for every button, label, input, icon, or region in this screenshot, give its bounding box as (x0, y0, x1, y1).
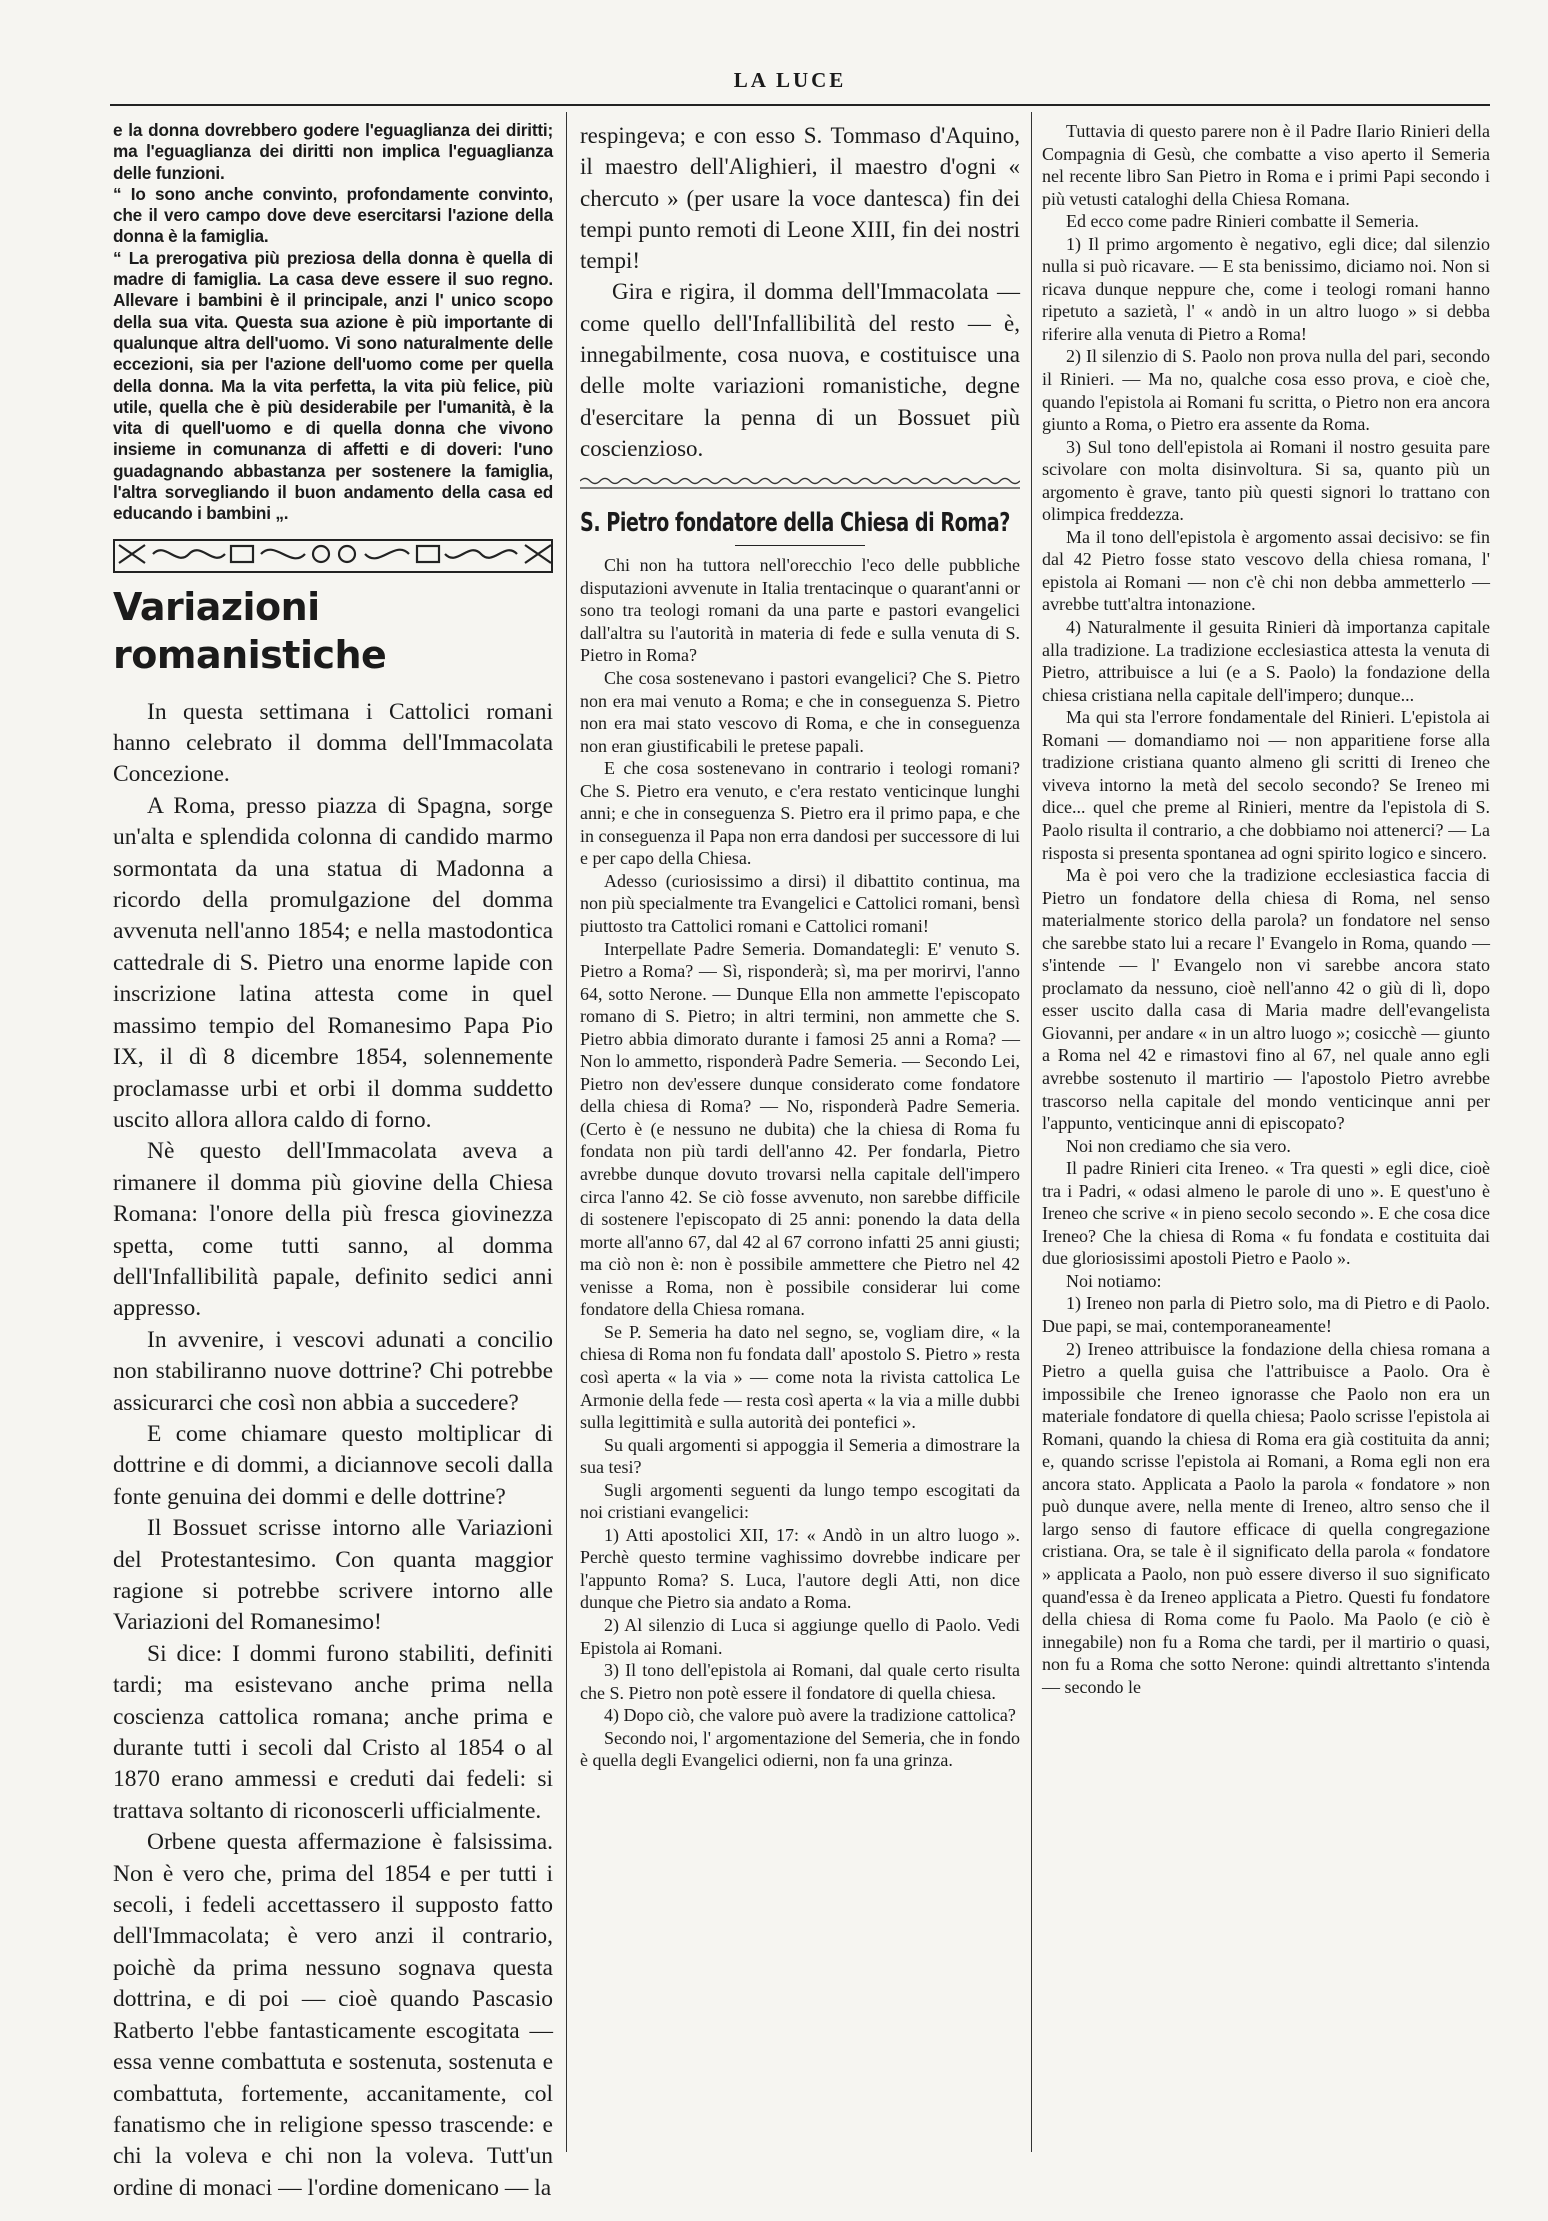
article-paragraph: Il padre Rinieri cita Ireneo. « Tra questi » egli dice, cioè tra i Padri, « odasi almeno le parole di uno ». E quest'uno è Ireneo che scrive « in pieno secolo secondo ». E che cosa dice Ireneo? Che la chiesa di Roma « fu fondata e costituita dai due gloriosissimi apostoli Pietro e Paolo ». (1042, 1158, 1490, 1269)
article-paragraph: 2) Il silenzio di S. Paolo non prova nulla del pari, secondo il Rinieri. — Ma no, qualche cosa esso prova, e cioè che, quando l'epistola ai Romani fu scritta, o Pietro non era ancora giunto a Roma, o Pietro era assente da Roma. (1042, 346, 1490, 435)
article-paragraph: 1) Ireneo non parla di Pietro solo, ma di Pietro e di Paolo. Due papi, se mai, contemporaneamente! (1042, 1293, 1490, 1336)
wavy-divider (580, 476, 1020, 492)
quote-paragraph: “ Io sono anche convinto, profondamente convinto, che il vero campo dove deve esercitarsi l'azione della donna è la famiglia. (113, 183, 553, 247)
article-paragraph: Orbene questa affermazione è falsissima. Non è vero che, prima del 1854 e per tutti i secoli, i fedeli accettassero il supposto fatto dell'Immacolata; è vero anzi il contrario, poichè da prima nessuno sognava questa dottrina, e di poi — cioè quando Pascasio Ratberto l'ebbe fantasticamente escogitata — essa venne combattuta e sostenuta, sostenuta e combattuta, fortemente, accanitamente, col fanatismo che in religione spesso trascende: e chi la voleva e chi non la voleva. Tutt'un ordine di monaci — l'ordine domenicano — la (113, 1829, 553, 2201)
article-paragraph: Ed ecco come padre Rinieri combatte il Semeria. (1066, 211, 1419, 232)
article-paragraph: Nè questo dell'Immacolata aveva a rimanere il domma più giovine della Chiesa Romana: l'onore della più fresca giovinezza spetta, come tutti sanno, al domma dell'Infallibilità papale, definito sedici anni appresso. (113, 1138, 553, 1322)
column-1 (113, 120, 553, 2204)
article-paragraph: Tuttavia di questo parere non è il Padre Ilario Rinieri della Compagnia di Gesù, che combatte a viso aperto il Semeria nel recente libro San Pietro in Roma e i primi Papi secondo i più vetusti cataloghi della Chiesa Romana. (1042, 121, 1490, 209)
article-paragraph: 3) Il tono dell'epistola ai Romani, dal quale certo risulta che S. Pietro non potè essere il fondatore di quella chiesa. (580, 1660, 1020, 1703)
article-paragraph: respingeva; e con esso S. Tommaso d'Aquino, il maestro dell'Alighieri, il maestro d'ogni « chercuto » (per usare la voce dantesca) fin dei tempi punto remoti di Leone XIII, fin dei nostri tempi! (580, 123, 1020, 274)
article-paragraph: E come chiamare questo moltiplicar di dottrine e di dommi, a diciannove secoli dalla fonte genuina dei dommi e delle dottrine? (113, 1420, 553, 1510)
article-paragraph: A Roma, presso piazza di Spagna, sorge un'alta e splendida colonna di candido marmo sormontata da una statua di Madonna a ricordo della promulgazione del domma avvenuta nell'anno 1854; e nella mastodontica cattedrale di S. Pietro una enorme lapide con inscrizione latina attesta come in quel massimo tempio del Romanesimo Papa Pio IX, il dì 8 dicembre 1854, solennemente proclamasse urbi et orbi il domma suddetto uscito allora allora caldo di forno. (113, 792, 553, 1133)
article-paragraph: 1) Atti apostolici XII, 17: « Andò in un altro luogo ». Perchè questo termine vaghissimo dovrebbe indicare per l'appunto Roma? S. Luca, l'autore degli Atti, non dice dunque che Pietro sia andato a Roma. (580, 1524, 1020, 1613)
article-paragraph: Gira e rigira, il domma dell'Immacolata — come quello dell'Infallibilità del resto — è, innegabilmente, cosa nuova, e costituisce una delle molte variazioni romanistiche, degne d'esercitare la penna di un Bossuet più coscienzioso. (580, 279, 1020, 461)
article-headline: Variazioni romanistiche (113, 584, 387, 677)
article-paragraph: 4) Naturalmente il gesuita Rinieri dà importanza capitale alla tradizione. La tradizione ecclesiastica attesta la venuta di Pietro, attribuisce a lui (e a S. Paolo) la fondazione della chiesa cristiana nella capitale dell'impero; dunque... (1042, 617, 1490, 705)
article-paragraph: Chi non ha tuttora nell'orecchio l'eco delle pubbliche disputazioni avvenute in Italia trentacinque o quarant'anni or sono tra teologi romani da una parte e pastori evangelici dall'altra su l'autorità in materia di fede e sulla venuta di S. Pietro in Roma? (580, 555, 1020, 666)
article-paragraph: 2) Al silenzio di Luca si aggiunge quello di Paolo. Vedi Epistola ai Romani. (580, 1614, 1020, 1658)
decorative-ornament (113, 539, 553, 573)
article-headline: S. Pietro fondatore della Chiesa di Roma? (580, 508, 1010, 539)
article-paragraph: In questa settimana i Cattolici romani hanno celebrato il domma dell'Immacolata Concezione. (113, 698, 553, 788)
quote-paragraph: “ La prerogativa più preziosa della donna è quella di madre di famiglia. La casa deve essere il suo regno. Allevare i bambini è il principale, anzi l' unico scopo della sua vita. Questa sua azione è più importante di qualunque altra dell'uomo. Vi sono naturalmente delle eccezioni, sia per l'azione dell'uomo come per quella della donna. Ma la vita perfetta, la vita più felice, più utile, quella che è più desiderabile per l'umanità, è la vita di quell'uomo e di quella donna che vivono insieme in comunanza di affetti e di doveri: l'uno guadagnando abbastanza per sostenere la famiglia, l'altra sorvegliando il buon andamento della casa ed educando i bambini „. (113, 247, 553, 524)
column-2 (580, 120, 1020, 1772)
article-paragraph: Che cosa sostenevano i pastori evangelici? Che S. Pietro non era mai venuto a Roma; e che in conseguenza S. Pietro non era mai stato vescovo di Roma, e che in conseguenza non eran giustificabili le pretese papali. (580, 668, 1020, 756)
article-paragraph: 1) Il primo argomento è negativo, egli dice; dal silenzio nulla si può ricavare. — E sta benissimo, diciamo noi. Non si ricava dunque neppure che, come i teologi romani hanno ripetuto a sazietà, l' « andò in un altro luogo » si debba riferire alla venuta di Pietro a Roma! (1042, 233, 1490, 344)
masthead-rule (110, 104, 1490, 106)
article-paragraph: Secondo noi, l' argomentazione del Semeria, che in fondo è quella degli Evangelici odierni, non fa una grinza. (580, 1727, 1020, 1771)
article-paragraph: Noi non crediamo che sia vero. (1066, 1135, 1291, 1156)
column-divider (1031, 112, 1032, 2152)
article-paragraph: Il Bossuet scrisse intorno alle Variazioni del Protestantesimo. Con quanta maggior ragione si potrebbe scrivere intorno alle Variazioni del Romanesimo! (113, 1515, 553, 1636)
column-divider (566, 112, 567, 2152)
article-paragraph: E che cosa sostenevano in contrario i teologi romani? Che S. Pietro era venuto, e c'era restato venticinque lunghi anni; e che in conseguenza S. Pietro era il primo papa, e che in conseguenza il Papa non erra dandosi per successore di lui e per capo della Chiesa. (580, 758, 1020, 869)
column-3 (1042, 120, 1490, 1698)
quote-block (113, 120, 553, 525)
article-paragraph: Se P. Semeria ha dato nel segno, se, vogliam dire, « la chiesa di Roma non fu fondata dall' apostolo S. Pietro » resta così aperta « la via » — come nota la rivista cattolica Le Armonie della fede — resta così aperta « la via a mille dubbi sulla legittimità e sulla autorità dei pontefici ». (580, 1321, 1020, 1433)
article-body (1042, 120, 1490, 1698)
quote-paragraph: e la donna dovrebbero godere l'eguaglianza dei diritti; ma l'eguaglianza dei diritti non implica l'eguaglianza delle funzioni. (113, 120, 553, 183)
article-paragraph: Ma qui sta l'errore fondamentale del Rinieri. L'epistola ai Romani — domandiamo noi — non apparitiene forse alla tradizione cristiana quanto almeno gli scritti di Ireneo che viveva intorno la metà del secolo secondo? Se Ireneo mi dice... quel che preme al Rinieri, mentre da l'epistola di S. Paolo risulta il contrario, a che dobbiamo noi attenerci? — La risposta si presenta spontanea ad ogni spirito logico e sincero. (1042, 707, 1490, 863)
article-paragraph: In avvenire, i vescovi adunati a concilio non stabiliranno nuove dottrine? Chi potrebbe assicurarci che così non abbia a succedere? (113, 1326, 553, 1416)
article-paragraph: Ma il tono dell'epistola è argomento assai decisivo: se fin dal 42 Pietro fosse stato vescovo della chiesa romana, l' epistola ai Romani — non c'è chi non debba ammetterlo — avrebbe tutt'altra intonazione. (1042, 526, 1490, 615)
article-paragraph: 3) Sul tono dell'epistola ai Romani il nostro gesuita pare scivolare con molta disinvoltura. Si sa, quanto più un argomento è grave, tanto più questi signori lo trattano con olimpica freddezza. (1042, 436, 1490, 525)
article-paragraph: Sugli argomenti seguenti da lungo tempo escogitati da noi cristiani evangelici: (580, 1479, 1020, 1523)
headline-rule (735, 545, 865, 546)
article-paragraph: Interpellate Padre Semeria. Domandategli: E' venuto S. Pietro a Roma? — Sì, risponderà; sì, ma per morirvi, l'anno 64, sotto Nerone. — Dunque Ella non ammette l'episcopato romano di S. Pietro; in altri termini, non ammette che S. Pietro abbia dimorato durante i famosi 25 anni a Roma? — Non lo ammetto, risponderà Padre Semeria. — Secondo Lei, Pietro non dev'essere dunque considerato come fondatore della chiesa di Roma? — No, risponderà Padre Semeria. (Certo è (e nessuno ne dubita) che la chiesa di Roma fu fondata non più tardi dell'anno 42. Per fondarla, Pietro avrebbe dunque dovuto trovarsi nella capitale dell'impero circa l'anno 42. Se ciò fosse avvenuto, non sarebbe difficile di sostenere l'episcopato di 25 anni: ponendo la data della morte all'anno 67, dal 42 al 67 corrono infatti 25 anni giusti; ma ciò non è: non è possibile ammettere che Pietro nel 42 venisse a Roma, non è possibile considerar lui come fondatore della Chiesa romana. (580, 938, 1020, 1320)
article-continuation (580, 120, 1020, 464)
article-paragraph: Su quali argomenti si appoggia il Semeria a dimostrare la sua tesi? (580, 1434, 1020, 1478)
article-body (580, 554, 1020, 1772)
article-paragraph: Adesso (curiosissimo a dirsi) il dibattito continua, ma non più specialmente tra Evangelici e Cattolici romani, bensì piuttosto tra Cattolici romani e Cattolici romani! (580, 870, 1020, 937)
masthead-title: LA LUCE (733, 68, 847, 92)
article-paragraph: Si dice: I dommi furono stabiliti, definiti tardi; ma esistevano anche prima nella coscienza cattolica romana; anche prima e durante tutti i secoli dal Cristo al 1854 o al 1870 erano ammessi e creduti dai fedeli: si trattava soltanto di riconoscerli ufficialmente. (113, 1640, 553, 1824)
article-body (113, 697, 553, 2205)
article-paragraph: Ma è poi vero che la tradizione ecclesiastica faccia di Pietro un fondatore della chiesa di Roma, nel senso materialmente storico della parola? un fondatore nel senso che sarebbe stato lui a recare l' Evangelo in Roma, quando — s'intende — l' Evangelo non vi sarebbe ancora stato proclamato da nessuno, cioè nell'anno 42 o giù di lì, dopo esser uscito dalla casa di Maria madre dell'evangelista Giovanni, per andare « in un altro luogo »; cosicchè — giunto a Roma nel 42 e rimastovi fino al 67, nel quale anno egli avrebbe sostenuto il martirio — l'apostolo Pietro avrebbe trascorso nella capitale del mondo venticinque anni per l'appunto, venticinque anni di episcopato? (1042, 865, 1490, 1134)
article-paragraph: 2) Ireneo attribuisce la fondazione della chiesa romana a Pietro a quella guisa che l'attribuisce a Paolo. Ora è impossibile che Ireneo ignorasse che Paolo non era un materiale fondatore di quella chiesa; Paolo scrisse l'epistola ai Romani, quando la chiesa di Roma era già costituita da anni; e, quando scrisse l'epistola ai Romani, a Roma egli non era ancora stato. Applicata a Paolo la parola « fondatore » non può dunque avere, nella mente di Ireneo, altro senso che il largo senso di fautore efficace di quella congregazione cristiana. Ora, se tale è il significato della parola « fondatore » applicata a Paolo, non può essere diverso il suo significato quand'essa è da Ireneo applicata a Pietro. Questi fu fondatore della chiesa di Roma come fu Paolo. Ma Paolo (e ciò è innegabile) non fu a Roma che tardi, per il martirio o quasi, non fu a Roma che sotto Nerone: quindi altrettanto s'intenda — secondo le (1042, 1338, 1490, 1697)
article-paragraph: 4) Dopo ciò, che valore può avere la tradizione cattolica? (604, 1705, 1016, 1726)
article-paragraph: Noi notiamo: (1066, 1270, 1162, 1291)
